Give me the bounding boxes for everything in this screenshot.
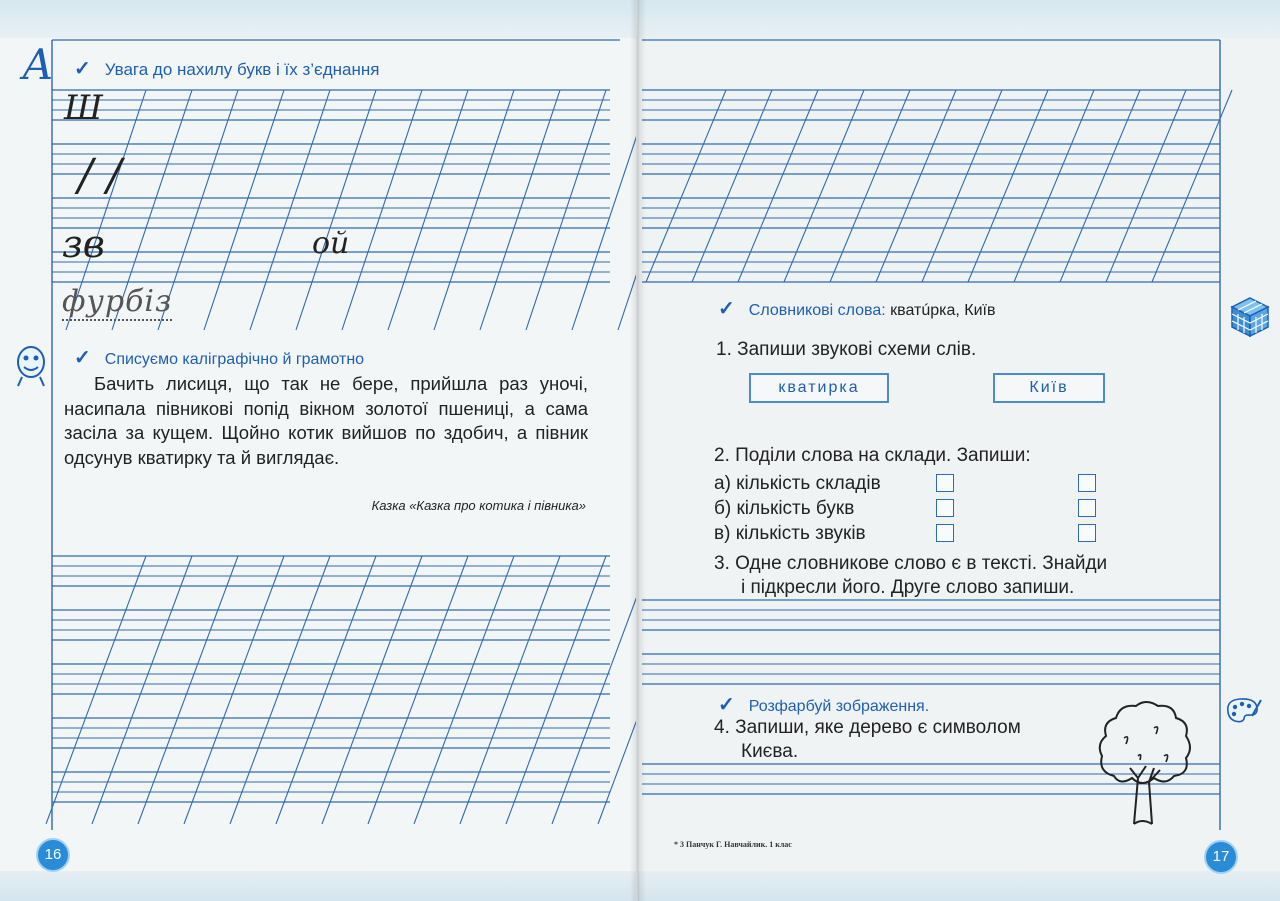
task-2-item-b: б) кількість букв: [714, 498, 855, 519]
answer-square[interactable]: [1078, 524, 1096, 542]
check-icon: ✓: [74, 58, 91, 80]
heading-calligraphy-text: Списуємо каліграфічно й грамотно: [104, 351, 365, 368]
heading-dictionary-words: [718, 296, 995, 321]
story-source: Казка «Казка про котика і півника»: [371, 498, 586, 513]
check-icon: ✓: [718, 298, 735, 320]
margin-letter: А: [22, 40, 54, 89]
answer-square[interactable]: [1078, 499, 1096, 517]
rubik-cube-icon: [1230, 296, 1270, 338]
answer-square[interactable]: [936, 474, 954, 492]
heading-color-image-text: Розфарбуй зображення.: [748, 698, 930, 715]
word-box-kyiv: Київ: [993, 373, 1105, 403]
task-1: 1. Запиши звукові схеми слів.: [716, 339, 977, 360]
check-icon: ✓: [718, 694, 735, 716]
heading-letter-slant: [74, 56, 379, 81]
task-2: 2. Поділи слова на склади. Запиши:: [714, 445, 1031, 466]
word-box-kvatyrka: кватирка: [749, 373, 889, 403]
left-page: [0, 0, 636, 901]
story-text: Бачить лисиця, що так не бере, прийшла раз уночі, насипала півникові попід вікном золотої пшениці, а сама засіла за кущем. Щойно котик вийшов по здобич, а півник одсунув кватирку та й виглядає.: [64, 373, 588, 468]
heading-dictionary-words-list: кватúрка, Київ: [890, 302, 996, 319]
task-2-item-a: а) кількість складів: [714, 473, 881, 494]
right-page: [638, 0, 1280, 901]
page-number-16: 16: [36, 838, 70, 872]
copy-sample-zv: зв: [62, 222, 105, 266]
task-3-line-2: і підкресли його. Друге слово запиши.: [741, 577, 1075, 598]
bottom-band: [0, 871, 636, 901]
check-icon: ✓: [74, 347, 91, 369]
tree-icon[interactable]: [1094, 698, 1196, 826]
answer-square[interactable]: [936, 524, 954, 542]
heading-letter-slant-text: Увага до нахилу букв і їх з’єднання: [104, 60, 380, 79]
heading-dictionary-label: Словникові слова:: [748, 302, 886, 319]
sample-letter-sh: Ш: [64, 88, 103, 128]
heading-calligraphy: [74, 345, 364, 370]
task-4-line-1: 4. Запиши, яке дерево є символом: [714, 717, 1021, 738]
answer-square[interactable]: [1078, 474, 1096, 492]
palette-icon: [1224, 694, 1262, 724]
smiley-pencil-icon: [14, 344, 48, 390]
task-3-line-1: 3. Одне словникове слово є в тексті. Знайди: [714, 553, 1108, 574]
copy-sample-dotted: фурбіз: [62, 284, 173, 319]
sample-strokes: / /: [78, 150, 122, 201]
task-2-item-c: в) кількість звуків: [714, 523, 866, 544]
footer-credit: * 3 Панчук Г. Навчайлик. 1 клас: [674, 840, 792, 849]
answer-square[interactable]: [936, 499, 954, 517]
heading-color-image: [718, 692, 929, 717]
copy-sample-oi: ой: [312, 226, 350, 261]
task-4-line-2: Києва.: [741, 741, 799, 762]
page-number-17: 17: [1204, 840, 1238, 874]
bottom-band: [638, 871, 1280, 901]
